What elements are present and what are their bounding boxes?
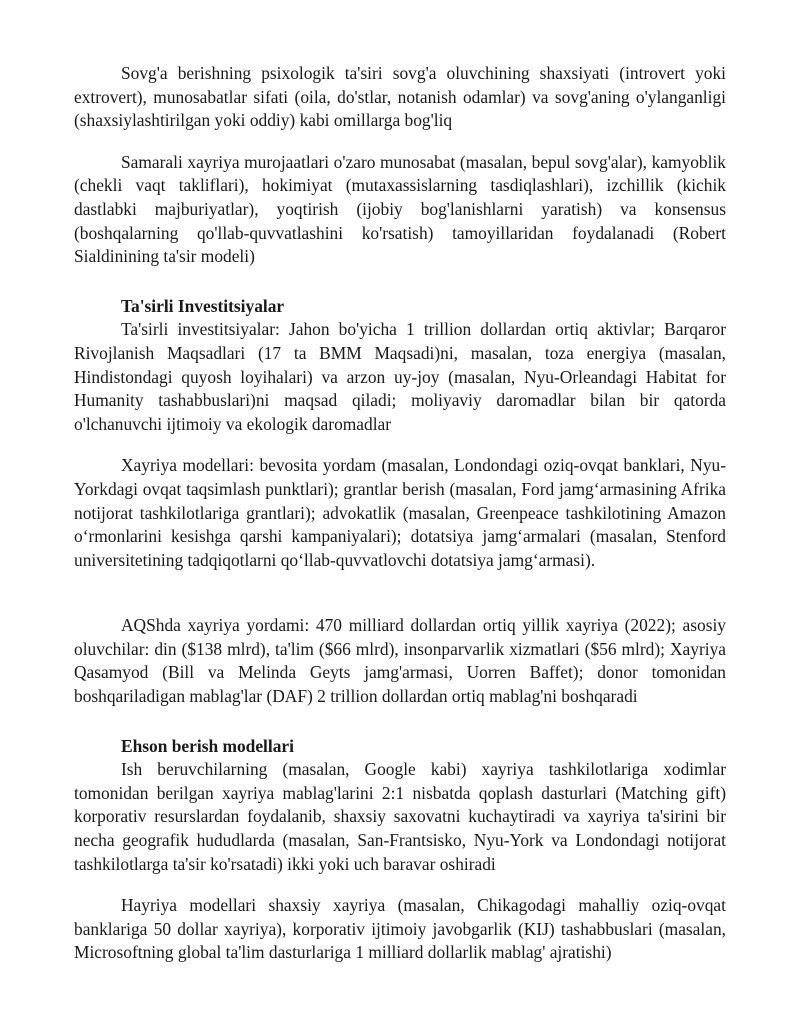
document-page: [74, 62, 726, 965]
paragraph-donation-models: Hayriya modellari shaxsiy xayriya (masalan, Chikagodagi mahalliy oziq-ovqat banklariga 50 dollar xayriya), korporativ ijtimoiy javobgarlik (KIJ) tashabbuslari (masalan, Microsoftning global ta'lim dasturlariga 1 milliard dollarlik mablag' ajratishi): [74, 895, 726, 963]
section-heading-giving-models: Ehson berish modellari: [121, 735, 294, 756]
paragraph-charity-models: Xayriya modellari: bevosita yordam (masalan, Londondagi oziq-ovqat banklari, Nyu-Yorkdagi ovqat taqsimlash punktlari); grantlar berish (masalan, Ford jamg‘armasining Afrika notijorat tashkilotlariga grantlari); advokatlik (masalan, Greenpeace tashkilotining Amazon o‘rmonlarini kesishga qarshi kampaniyalari); dotatsiya jamg‘armalari (masalan, Stenford universitetining tadqiqotlarni qo‘llab-quvvatlovchi dotatsiya jamg‘armasi).: [74, 455, 726, 570]
paragraph-matching-gift: Ish beruvchilarning (masalan, Google kabi) xayriya tashkilotlariga xodimlar tomonidan berilgan xayriya mablag'larini 2:1 nisbatda qoplash dasturlari (Matching gift) korporativ resurslardan foydalanib, shaxsiy saxovatni kuchaytiradi va xayriya ta'sirini bir necha geografik hududlarda (masalan, San-Frantsisko, Nyu-York va Londondagi notijorat tashkilotlarga ta'sir ko'rsatadi) ikki yoki uch baravar oshiradi: [74, 759, 726, 874]
paragraph-gift-psychology: Sovg'a berishning psixologik ta'siri sovg'a oluvchining shaxsiyati (introvert yoki extrovert), munosabatlar sifati (oila, do'stlar, notanish odamlar) va sovg'aning o'ylanganligi (shaxsiylashtirilgan yoki oddiy) kabi omillarga bog'liq: [74, 63, 726, 131]
paragraph-impact-investing: Ta'sirli investitsiyalar: Jahon bo'yicha 1 trillion dollardan ortiq aktivlar; Barqaror Rivojlanish Maqsadlari (17 ta BMM Maqsadi)ni, masalan, toza energiya (masalan, Hindistondagi quyosh loyihalari) va arzon uy-joy (masalan, Nyu-Orleandagi Habitat for Humanity tashabbuslari)ni maqsad qiladi; moliyaviy daromadlar bilan bir qatorda o'lchanuvchi ijtimoiy va ekologik daromadlar: [74, 319, 726, 434]
paragraph-us-philanthropy: AQShda xayriya yordami: 470 milliard dollardan ortiq yillik xayriya (2022); asosiy oluvchilar: din ($138 mlrd), ta'lim ($66 mlrd), insonparvarlik xizmatlari ($56 mlrd); Xayriya Qasamyod (Bill va Melinda Geyts jamg'armasi, Uorren Baffet); donor tomonidan boshqariladigan mablag'lar (DAF) 2 trillion dollardan ortiq mablag'ni boshqaradi: [74, 615, 726, 707]
section-heading-impact-investing: Ta'sirli Investitsiyalar: [121, 295, 285, 316]
paragraph-charity-appeals: Samarali xayriya murojaatlari o'zaro munosabat (masalan, bepul sovg'alar), kamyoblik (chekli vaqt takliflari), hokimiyat (mutaxassislarning tasdiqlashlari), izchillik (kichik dastlabki majburiyatlar), yoqtirish (ijobiy bog'lanishlarni yaratish) va konsensus (boshqalarning qo'llab-quvvatlashini ko'rsatish) tamoyillaridan foydalanadi (Robert Sialdinining ta'sir modeli): [74, 151, 726, 267]
